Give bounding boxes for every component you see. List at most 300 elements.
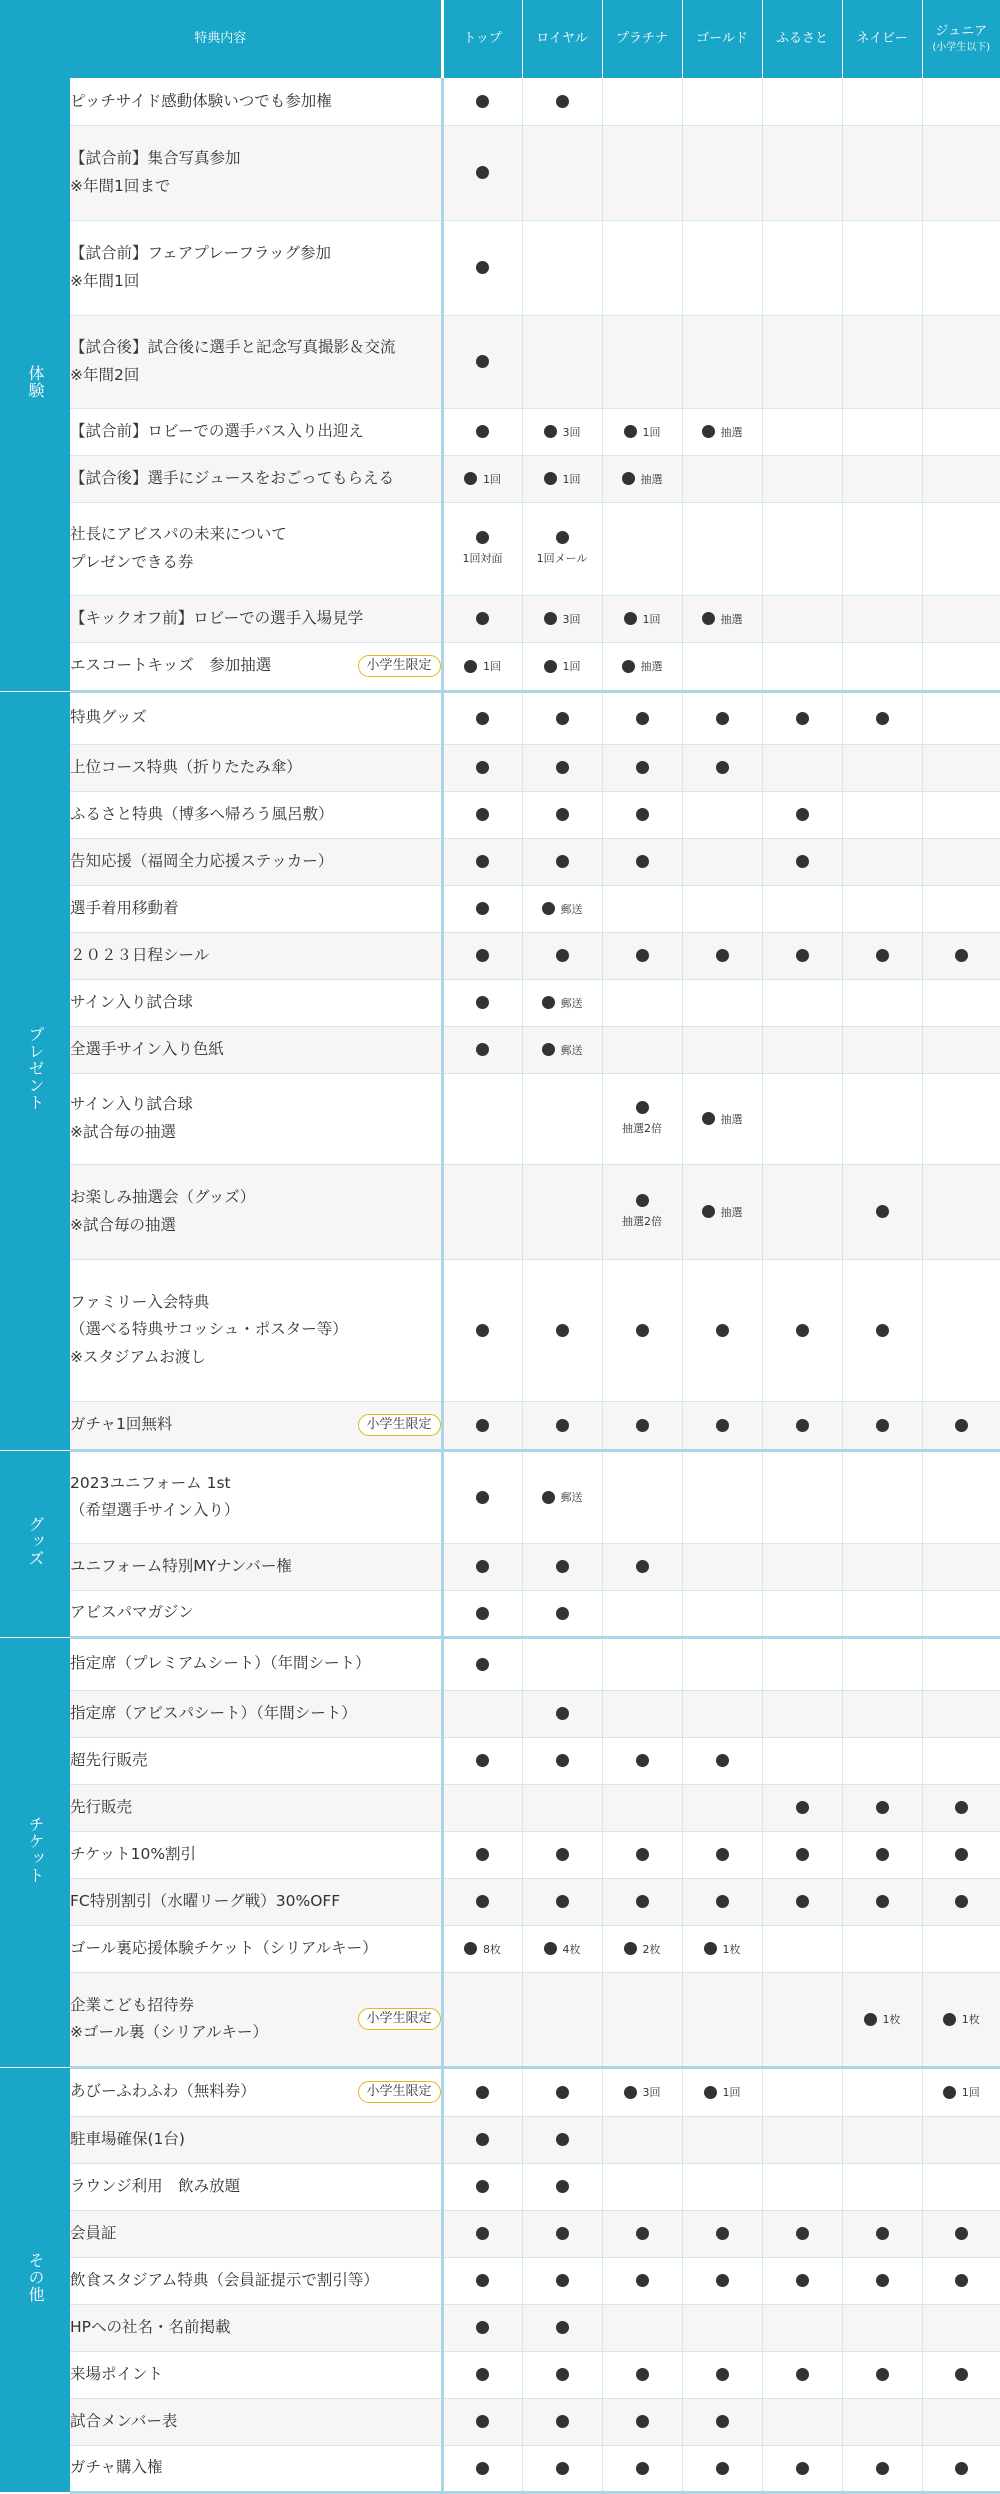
benefit-label-cell [70,791,442,838]
plan-cell [682,1690,762,1737]
plan-cell [762,1590,842,1637]
included-dot-icon [544,612,557,625]
plan-cell [922,315,1000,408]
plan-cell [842,1784,922,1831]
plan-cell [522,1784,602,1831]
included-dot-icon [556,1848,569,1861]
included-dot-icon [476,712,489,725]
included-dot-icon [716,2415,729,2428]
plan-cell [842,1026,922,1073]
benefit-label-cell [70,691,442,744]
included-dot-icon [476,531,489,544]
included-dot-icon [864,2013,877,2026]
included-dot-icon [624,612,637,625]
plan-cell [602,642,682,691]
plan-header-furusato: ふるさと [762,0,842,78]
plan-cell [602,744,682,791]
included-dot-icon [876,2368,889,2381]
plan-cell [522,1690,602,1737]
plan-cell [442,455,522,502]
plan-cell [602,220,682,315]
plan-header-platinum: プラチナ [602,0,682,78]
plan-cell [682,455,762,502]
benefit-label-cell [70,2257,442,2304]
plan-cell [682,78,762,125]
category-cell [0,1637,70,2067]
plan-cell [602,2445,682,2492]
cell-note: 抽選 [720,1112,743,1126]
benefit-label: サイン入り試合球 ※試合毎の抽選 [70,1095,193,1141]
benefit-label: アビスパマガジン [70,1603,194,1622]
plan-cell [602,885,682,932]
cell-note: 1回 [722,2086,741,2099]
plan-cell [682,1737,762,1784]
included-dot-icon [556,531,569,544]
plan-cell [682,744,762,791]
included-dot-icon [476,1419,489,1432]
plan-cell [442,2067,522,2116]
plan-cell [602,2210,682,2257]
included-dot-icon [796,2462,809,2475]
plan-cell [442,885,522,932]
plan-cell [602,315,682,408]
plan-cell [922,595,1000,642]
included-dot-icon [476,95,489,108]
included-dot-icon [876,2274,889,2287]
table-row [0,1401,1000,1450]
cell-note: 2枚 [642,1942,661,1956]
plan-cell [922,1831,1000,1878]
included-dot-icon [476,1754,489,1767]
plan-cell [602,2163,682,2210]
benefit-label: ラウンジ利用 飲み放題 [70,2176,241,2195]
included-dot-icon [716,1848,729,1861]
included-dot-icon [636,1848,649,1861]
benefit-label-cell [70,1737,442,1784]
plan-cell [922,1450,1000,1543]
plan-cell [762,2210,842,2257]
benefit-label: 【試合後】試合後に選手と記念写真撮影＆交流 ※年間2回 [70,338,396,384]
included-dot-icon [556,1560,569,1573]
plan-cell [602,125,682,220]
plan-cell [602,1784,682,1831]
plan-cell [922,2163,1000,2210]
cell-note: 1回 [642,425,661,439]
table-row [0,2445,1000,2492]
plan-cell [682,315,762,408]
plan-cell [602,2257,682,2304]
benefit-label-cell [70,1925,442,1972]
plan-cell [842,1543,922,1590]
benefit-label-cell [70,2351,442,2398]
benefit-label: ユニフォーム特別MYナンバー権 [70,1556,292,1575]
benefit-label-cell [70,1073,442,1164]
included-dot-icon [556,855,569,868]
included-dot-icon [476,612,489,625]
plan-cell [762,1637,842,1690]
plan-cell [762,1026,842,1073]
plan-cell [602,791,682,838]
cell-note: 1枚 [882,2013,901,2026]
plan-cell [442,1543,522,1590]
plan-cell [842,744,922,791]
plan-cell [442,1925,522,1972]
plan-cell [602,1164,682,1259]
plan-header-navy: ネイビー [842,0,922,78]
table-row [0,1637,1000,1690]
included-dot-icon [544,660,557,673]
benefit-label-cell [70,2067,442,2116]
benefit-label-cell [70,455,442,502]
benefit-label-cell [70,642,442,691]
plan-cell [842,315,922,408]
table-row [0,1450,1000,1543]
table-row [0,502,1000,595]
plan-cell [522,691,602,744]
included-dot-icon [796,949,809,962]
category-label: その他 [26,2252,45,2303]
plan-cell [442,1784,522,1831]
benefit-label: 社長にアビスパの未来について プレゼンできる券 [70,525,287,571]
plan-cell [842,1925,922,1972]
included-dot-icon [636,949,649,962]
cell-note: 抽選 [720,1205,743,1219]
elementary-only-badge: 小学生限定 [358,655,441,677]
plan-cell [922,408,1000,455]
plan-cell [442,2210,522,2257]
plan-cell [922,2067,1000,2116]
included-dot-icon [476,1324,489,1337]
plan-cell [602,1026,682,1073]
benefit-label: 【試合前】ロビーでの選手バス入り出迎え [70,421,364,440]
plan-cell [602,1737,682,1784]
included-dot-icon [464,660,477,673]
plan-cell [442,2304,522,2351]
plan-cell [762,885,842,932]
plan-cell [602,2351,682,2398]
included-dot-icon [716,2462,729,2475]
benefit-label: 【試合前】集合写真参加 ※年間1回まで [70,149,241,195]
plan-cell [442,1073,522,1164]
benefit-label: 【キックオフ前】ロビーでの選手入場見学 [70,608,364,627]
plan-cell [682,2163,762,2210]
plan-cell [442,2351,522,2398]
cell-note: 1回 [642,612,661,626]
included-dot-icon [876,2227,889,2240]
included-dot-icon [796,855,809,868]
included-dot-icon [716,1895,729,1908]
included-dot-icon [876,1324,889,1337]
included-dot-icon [476,949,489,962]
benefit-label: お楽しみ抽選会（グッズ） ※試合毎の抽選 [70,1188,256,1234]
benefit-label: ゴール裏応援体験チケット（シリアルキー） [70,1938,378,1957]
plan-cell [602,1073,682,1164]
plan-cell [682,408,762,455]
included-dot-icon [716,1324,729,1337]
included-dot-icon [476,2321,489,2334]
plan-cell [522,2067,602,2116]
included-mark [622,1101,662,1136]
plan-cell [682,2398,762,2445]
included-dot-icon [955,2227,968,2240]
plan-cell [842,2067,922,2116]
plan-cell [442,744,522,791]
plan-cell [842,691,922,744]
plan-cell [442,1026,522,1073]
table-row [0,1164,1000,1259]
table-row [0,1784,1000,1831]
plan-cell [842,2398,922,2445]
plan-cell [522,1450,602,1543]
plan-cell [842,1831,922,1878]
plan-cell [602,932,682,979]
plan-cell [922,1878,1000,1925]
cell-note: 3回 [562,425,581,439]
plan-cell [682,2257,762,2304]
plan-cell [682,932,762,979]
plan-cell [842,1259,922,1401]
plan-cell [762,744,842,791]
included-dot-icon [716,2368,729,2381]
plan-cell [762,1925,842,1972]
cell-note: 1回対面 [462,552,503,565]
included-dot-icon [636,808,649,821]
included-dot-icon [636,712,649,725]
benefit-label-cell [70,125,442,220]
plan-header-top: トップ [442,0,522,78]
plan-cell [922,2210,1000,2257]
plan-cell [922,2398,1000,2445]
plan-cell [442,1878,522,1925]
included-dot-icon [476,996,489,1009]
plan-cell [842,2351,922,2398]
included-dot-icon [716,1419,729,1432]
plan-cell [922,791,1000,838]
included-dot-icon [542,902,555,915]
category-cell [0,1450,70,1637]
benefit-label: 先行販売 [70,1797,133,1816]
included-dot-icon [704,1942,717,1955]
table-row [0,2398,1000,2445]
plan-cell [682,1590,762,1637]
plan-cell [922,1543,1000,1590]
benefit-label: 超先行販売 [70,1750,148,1769]
included-mark [622,1194,662,1229]
plan-cell [602,502,682,595]
benefit-label-cell [70,1026,442,1073]
included-dot-icon [876,2462,889,2475]
table-row [0,885,1000,932]
plan-cell [522,315,602,408]
plan-cell [522,2304,602,2351]
plan-cell [842,2304,922,2351]
plan-cell [522,932,602,979]
included-dot-icon [556,2180,569,2193]
table-row [0,125,1000,220]
table-row [0,1831,1000,1878]
benefit-label-cell [70,1450,442,1543]
plan-cell [922,1737,1000,1784]
plan-cell [842,1401,922,1450]
benefit-label-cell [70,1543,442,1590]
cell-note: 4枚 [562,1942,581,1956]
table-row [0,408,1000,455]
cell-note: 1枚 [722,1942,741,1956]
plan-cell [922,78,1000,125]
plan-cell [762,2445,842,2492]
included-dot-icon [796,1895,809,1908]
plan-cell [762,1737,842,1784]
plan-cell [442,979,522,1026]
category-label: 体験 [26,365,45,400]
plan-cell [922,932,1000,979]
benefit-label: 告知応援（福岡全力応援ステッカー） [70,851,334,870]
table-row [0,1259,1000,1401]
table-row [0,2163,1000,2210]
included-dot-icon [636,2368,649,2381]
plan-cell [762,1690,842,1737]
table-row [0,2351,1000,2398]
benefit-label-cell [70,2445,442,2492]
included-dot-icon [556,2133,569,2146]
category-cell [0,78,70,691]
plan-cell [762,455,842,502]
plan-cell [842,2257,922,2304]
plan-cell [602,595,682,642]
plan-cell [682,1401,762,1450]
benefit-label-cell [70,1637,442,1690]
cell-note: 8枚 [483,1942,502,1956]
plan-cell [522,2210,602,2257]
plan-cell [442,2116,522,2163]
plan-cell [682,791,762,838]
plan-cell [762,1878,842,1925]
included-dot-icon [476,425,489,438]
table-row [0,595,1000,642]
plan-cell [842,642,922,691]
plan-cell [762,2351,842,2398]
benefit-label-cell [70,932,442,979]
plan-cell [842,1878,922,1925]
plan-cell [762,932,842,979]
plan-cell [842,220,922,315]
included-dot-icon [636,1194,649,1207]
plan-cell [842,125,922,220]
plan-cell [442,1164,522,1259]
plan-cell [442,642,522,691]
table-row [0,744,1000,791]
included-dot-icon [796,2274,809,2287]
included-dot-icon [556,712,569,725]
plan-cell [682,1925,762,1972]
included-mark [537,531,588,566]
included-dot-icon [476,261,489,274]
plan-cell [762,408,842,455]
benefit-label-cell [70,408,442,455]
plan-cell [442,791,522,838]
included-dot-icon [476,2415,489,2428]
plan-cell [762,979,842,1026]
included-dot-icon [704,2086,717,2099]
plan-cell [922,2351,1000,2398]
table-row [0,1878,1000,1925]
plan-cell [682,502,762,595]
plan-cell [922,2257,1000,2304]
benefit-column-header: 特典内容 [0,0,442,78]
benefit-label: ピッチサイド感動体験いつでも参加権 [70,91,332,110]
elementary-only-badge: 小学生限定 [358,2081,441,2103]
plan-cell [762,1401,842,1450]
plan-cell [522,2398,602,2445]
plan-cell [522,502,602,595]
included-dot-icon [796,2368,809,2381]
plan-cell [602,1878,682,1925]
included-dot-icon [476,2274,489,2287]
plan-cell [842,1690,922,1737]
table-row [0,1972,1000,2067]
plan-cell [522,1925,602,1972]
plan-cell [682,2067,762,2116]
plan-header-gold: ゴールド [682,0,762,78]
plan-cell [762,78,842,125]
plan-cell [602,1690,682,1737]
included-dot-icon [955,1801,968,1814]
benefit-label-cell [70,2210,442,2257]
plan-cell [762,2067,842,2116]
plan-cell [842,408,922,455]
benefit-label: 2023ユニフォーム 1st （希望選手サイン入り） [70,1473,240,1519]
included-dot-icon [556,808,569,821]
included-dot-icon [876,712,889,725]
included-dot-icon [716,2274,729,2287]
benefit-label: 【試合前】フェアプレーフラッグ参加 ※年間1回 [70,244,332,290]
included-dot-icon [556,2227,569,2240]
included-dot-icon [476,808,489,821]
included-dot-icon [796,808,809,821]
plan-cell [522,1543,602,1590]
benefit-label-cell [70,838,442,885]
plan-cell [522,2163,602,2210]
plan-cell [682,1637,762,1690]
included-dot-icon [702,612,715,625]
plan-cell [922,1972,1000,2067]
plan-cell [922,1690,1000,1737]
included-dot-icon [636,2227,649,2240]
cell-note: 1枚 [961,2013,980,2026]
included-dot-icon [556,2462,569,2475]
included-dot-icon [943,2013,956,2026]
plan-cell [442,408,522,455]
plan-cell [922,125,1000,220]
cell-note: 抽選2倍 [622,1122,663,1135]
plan-cell [602,1450,682,1543]
benefit-label-cell [70,595,442,642]
plan-cell [682,1878,762,1925]
included-dot-icon [622,472,635,485]
plan-cell [602,1972,682,2067]
plan-cell [842,455,922,502]
table-row [0,1690,1000,1737]
included-dot-icon [556,761,569,774]
included-dot-icon [476,2462,489,2475]
plan-cell [602,2116,682,2163]
plan-cell [442,595,522,642]
included-dot-icon [636,2462,649,2475]
plan-cell [522,220,602,315]
included-dot-icon [556,949,569,962]
benefit-label-cell [70,1784,442,1831]
plan-cell [602,1637,682,1690]
